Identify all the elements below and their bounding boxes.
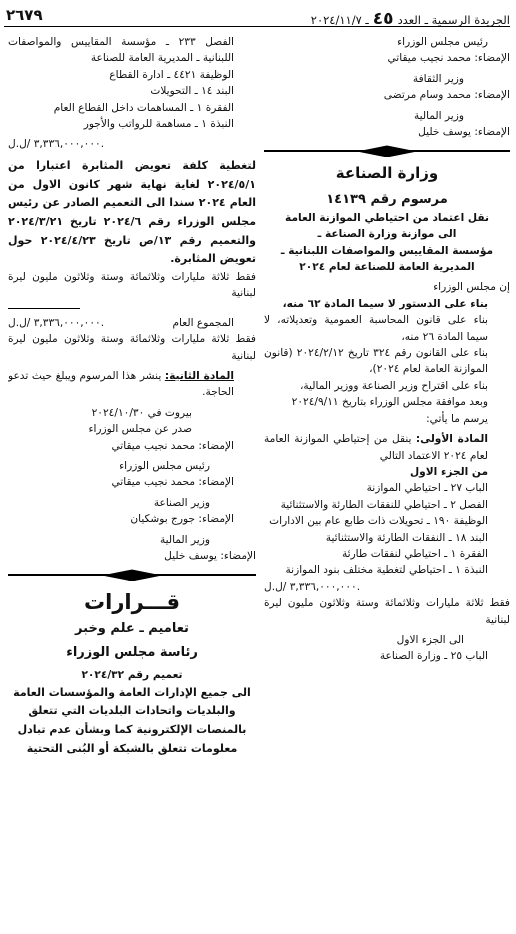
budget-line: الوظيفة ٤٤٢١ ـ ادارة القطاع — [109, 68, 234, 81]
presidency-heading: رئاسة مجلس الوزراء — [66, 645, 198, 661]
total-amount: ٣,٣٣٦,٠٠٠,٠٠٠ /ل.ل. — [8, 316, 105, 329]
budget-line: الفصل ٢ ـ احتياطي للنفقات الطارئة والاستثنائية — [280, 498, 488, 511]
decree-subject-line: المديرية العامة للصناعة لعام ٢٠٢٤ — [299, 261, 475, 274]
amount: ٣,٣٣٦,٠٠٠,٠٠٠ /ل.ل. — [8, 138, 105, 151]
chapter-to: الباب ٢٥ ـ وزارة الصناعة — [379, 650, 488, 663]
article-1-label: المادة الأولى: — [415, 433, 488, 446]
issue-date: ـ ٢٠٢٤/١١/٧ — [310, 13, 369, 27]
signature-name: الإمضاء: محمد نجيب ميقاتي — [111, 439, 234, 452]
budget-line: الفصل ٢٣٣ ـ مؤسسة المقاييس والمواصفات اللبنانية ـ المديرية العامة للصناعة — [8, 36, 234, 65]
left-column — [8, 34, 256, 930]
article-2 — [8, 368, 256, 401]
signature-name: الإمضاء: محمد نجيب ميقاتي — [387, 52, 510, 65]
decree-subject-line: نقل اعتماد من احتياطي الموازنة العامة — [285, 211, 489, 224]
recital: بناء على اقتراح وزير الصناعة ووزير المالية، — [299, 379, 488, 392]
signature-name: الإمضاء: يوسف خليل — [164, 550, 256, 563]
budget-line: الفقرة ١ ـ المساهمات داخل القطاع العام — [53, 101, 234, 114]
part-to: الى الجزء الاول — [396, 633, 464, 646]
budget-line: الفقرة ١ ـ احتياطي لنفقات طارئة — [341, 547, 488, 560]
page-number: ٢٦٧٩ — [6, 6, 43, 24]
place-date: بيروت في ٢٠٢٤/١٠/٣٠ — [91, 406, 192, 419]
budget-line: النبذة ١ ـ مساهمة للرواتب والأجور — [83, 118, 234, 131]
issue-number: ٤٥ — [372, 9, 394, 29]
signature-title: وزير المالية — [413, 109, 464, 122]
right-column — [264, 34, 510, 930]
circular-subject: الى جميع الإدارات العامة والمؤسسات العامة والبلديات واتحادات البلديات التي تتعلق بالمنصات الإلكترونية كما وبشأن عدم تبادل معلومات تتعلق بالشبكة أو البُنى التحتية — [13, 685, 251, 755]
short-divider — [8, 308, 80, 309]
article-1 — [264, 431, 510, 464]
gazette-name: الجريدة الرسمية ـ العدد — [397, 13, 510, 27]
signature-name: الإمضاء: محمد وسام مرتضى — [383, 89, 510, 102]
signature-title: وزير الصناعة — [153, 496, 210, 509]
signature-name: الإمضاء: محمد نجيب ميقاتي — [111, 476, 234, 489]
article-2-label: المادة الثانية: — [164, 370, 235, 382]
budget-line: الباب ٢٧ ـ احتياطي الموازنة — [366, 482, 488, 495]
circular-number: تعميم رقم ٢٠٢٤/٣٢ — [81, 669, 183, 682]
recital: بناء على القانون رقم ٣٢٤ تاريخ ٢٠٢٤/٢/١٢ (قانون الموازنة العامة لعام ٢٠٢٤)، — [264, 347, 488, 376]
section-divider — [264, 146, 510, 156]
amount-in-words: فقط ثلاثة مليارات وثلاثمائة وستة وثلاثون مليون ليرة لبنانية — [8, 270, 256, 300]
recital: بناء على قانون المحاسبة العمومية وتعديلاته، لا سيما المادة ٢٦ منه، — [264, 314, 488, 343]
decree-subject-line: الى موازنة وزارة الصناعة ـ — [317, 228, 457, 241]
council-line: إن مجلس الوزراء — [433, 281, 510, 294]
amount-in-words: فقط ثلاثة مليارات وثلاثمائة وستة وثلاثون مليون ليرة لبنانية — [264, 597, 510, 626]
decree-number: مرسوم رقم ١٤١٣٩ — [326, 191, 448, 207]
page-header — [4, 4, 510, 27]
budget-line: البند ١٤ ـ التحويلات — [150, 85, 234, 98]
budget-line: البند ١٨ ـ النفقات الطارئة والاستثنائية — [325, 531, 488, 544]
amount: ٣,٣٣٦,٠٠٠,٠٠٠ /ل.ل. — [264, 580, 361, 593]
issued-by: صدر عن مجلس الوزراء — [88, 423, 192, 436]
signature-title: وزير المالية — [159, 533, 210, 546]
part-from: من الجزء الاول — [409, 465, 488, 478]
total-row — [8, 315, 256, 331]
budget-line: النبذة ١ ـ احتياطي لتغطية مختلف بنود الموازنة — [285, 564, 488, 577]
signature-title: وزير الثقافة — [412, 72, 464, 85]
section-divider — [8, 570, 256, 580]
signature-title: رئيس مجلس الوزراء — [397, 36, 488, 48]
purpose-paragraph: لتغطية كلفة تعويض المثابرة اعتبارا من ٢٠٢٤/٥/١ لغاية نهاية شهر كانون الاول من العام ٢٠٢٤ سندا الى التعميم الصادر عن رئيس مجلس الوزراء رقم ٢٠٢٤/٦ تاريخ ٢٠٢٤/٣/٢١ والتعميم رقم ١٣/ص تاريخ ٢٠٢٤/٤/٢٣ حول تعويض المثابرة. — [8, 158, 256, 266]
recital: وبعد موافقة مجلس الوزراء بتاريخ ٢٠٢٤/٩/١١ — [291, 396, 488, 409]
ministry-heading: وزارة الصناعة — [335, 164, 439, 183]
recital: بناء على الدستور لا سيما المادة ٦٢ منه، — [282, 297, 488, 310]
signature-name: الإمضاء: جورج بوشكيان — [130, 513, 234, 526]
signature-title: رئيس مجلس الوزراء — [119, 460, 210, 473]
decrees-label: يرسم ما يأتي: — [426, 412, 488, 425]
decisions-subheading: تعاميم ـ علم وخبر — [75, 621, 189, 637]
decree-subject-line: مؤسسة المقاييس والمواصفات اللبنانية ـ — [280, 244, 494, 257]
decisions-heading: قـــرارات — [84, 590, 180, 615]
gazette-title — [311, 6, 510, 32]
total-in-words: فقط ثلاثة مليارات وثلاثمائة وستة وثلاثون مليون ليرة لبنانية — [8, 333, 256, 362]
article-1-text: ينقل من إحتياطي الموازنة العامة لعام ٢٠٢٤ الاعتماد التالي — [264, 433, 488, 462]
signature-name: الإمضاء: يوسف خليل — [418, 126, 510, 139]
total-label: المجموع العام — [172, 316, 234, 329]
budget-line: الوظيفة ١٩٠ ـ تحويلات ذات طابع عام بين الادارات — [269, 515, 488, 528]
article-2-text: ينشر هذا المرسوم ويبلغ حيث تدعو الحاجة. — [8, 370, 234, 399]
